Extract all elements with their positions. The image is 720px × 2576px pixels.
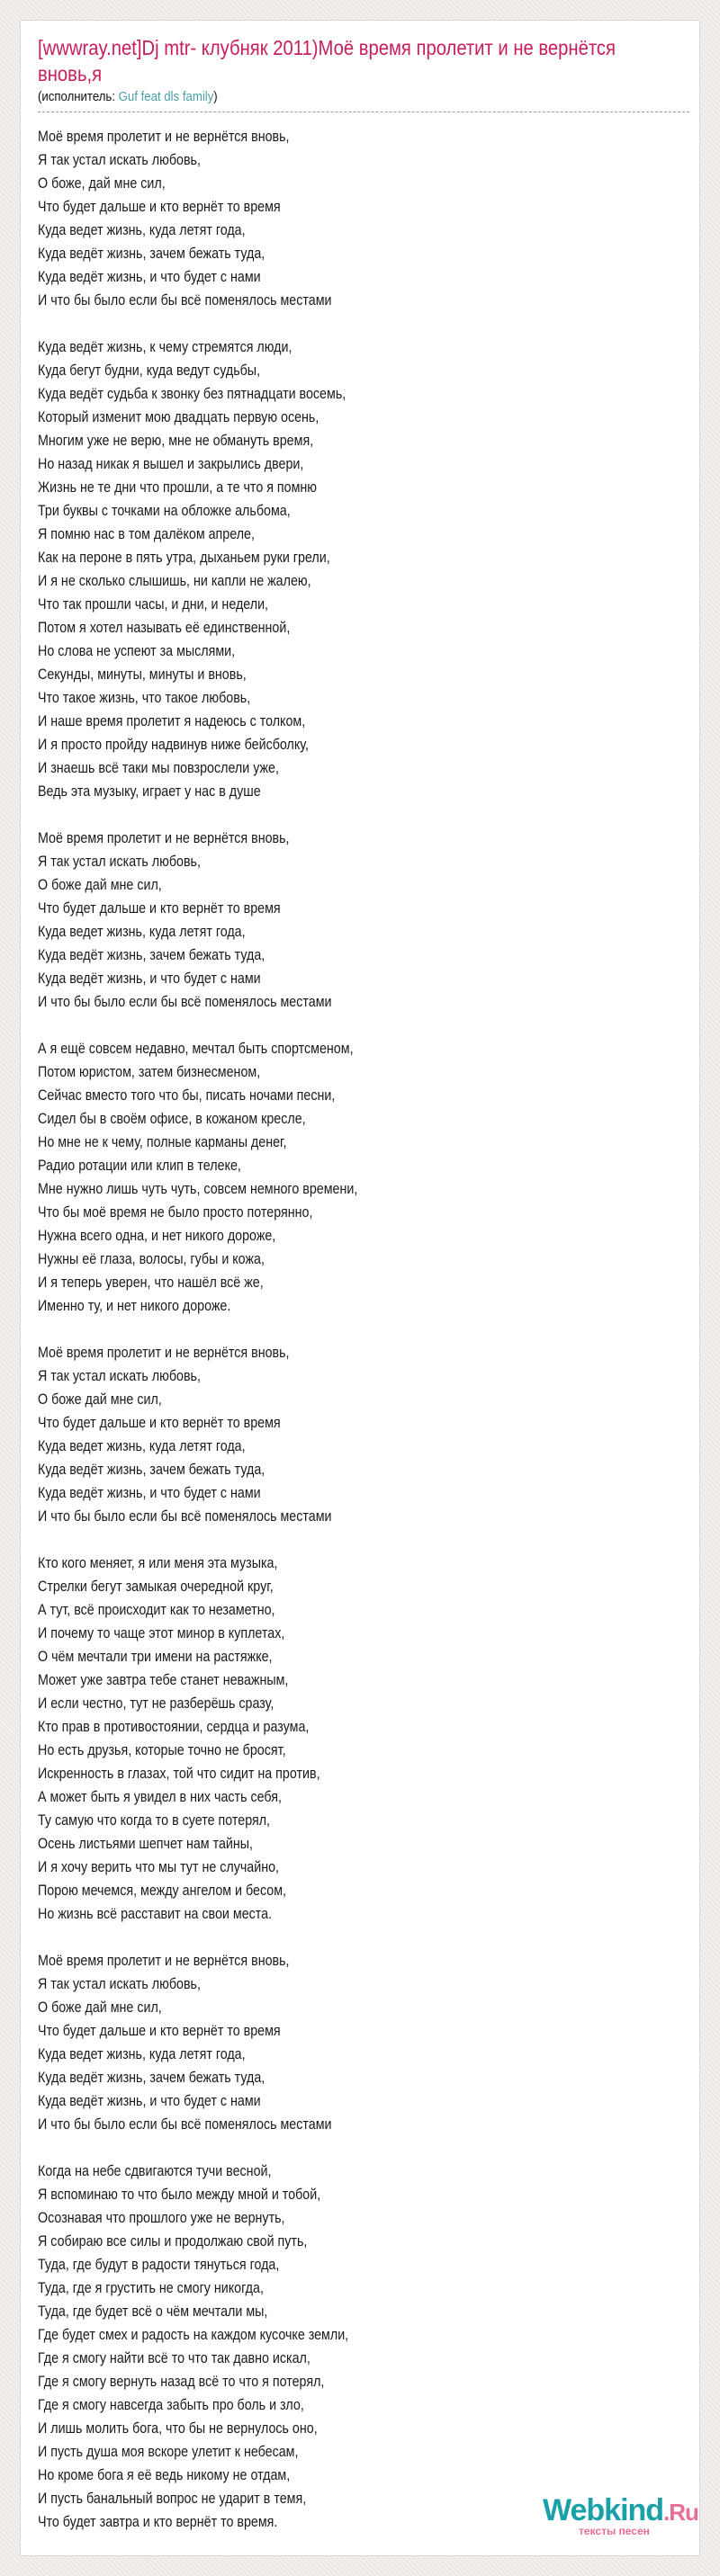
lyric-line: Туда, где будут в радости тянуться года,	[38, 2256, 280, 2273]
lyric-line: Что будет дальше и кто вернёт то время	[38, 1414, 281, 1431]
lyric-line: Куда ведет жизнь, куда летят года,	[38, 2045, 246, 2062]
lyric-line: Куда ведёт жизнь, к чему стремятся люди,	[38, 338, 292, 355]
lyrics-stanza	[38, 1037, 668, 1318]
lyric-line: И почему то чаще этот минор в куплетах,	[38, 1624, 285, 1641]
lyrics-stanza	[38, 1949, 668, 2136]
lyric-line: А тут, всё происходит как то незаметно,	[38, 1601, 275, 1618]
lyric-line: Порою мечемся, между ангелом и бесом,	[38, 1882, 286, 1899]
lyric-line: Я вспоминаю то что было между мной и тобой,	[38, 2186, 321, 2203]
lyric-line: Что будет дальше и кто вернёт то время	[38, 899, 281, 917]
lyric-line: Но кроме бога я её ведь никому не отдам,	[38, 2466, 291, 2483]
lyric-line: И пусть душа моя вскоре улетит к небесам,	[38, 2443, 299, 2460]
lyric-line: Осознавая что прошлого уже не вернуть,	[38, 2209, 285, 2226]
lyric-line: Мне нужно лишь чуть чуть, совсем немного времени,	[38, 1180, 358, 1197]
lyric-line: Что такое жизнь, что такое любовь,	[38, 689, 251, 706]
lyric-line: Ведь эта музыку, играет у нас в душе	[38, 783, 261, 800]
lyric-line: Куда ведёт жизнь, зачем бежать туда,	[38, 245, 266, 262]
lyric-line: Три буквы с точками на обложке альбома,	[38, 502, 291, 519]
lyric-line: И я просто пройду надвинув ниже бейсболку,	[38, 736, 309, 753]
lyric-line: Я так устал искать любовь,	[38, 151, 201, 168]
artist-link[interactable]: Guf feat dls family	[118, 89, 214, 104]
lyric-line: Куда ведёт жизнь, и что будет с нами	[38, 268, 261, 285]
lyric-line: Куда ведёт жизнь, зачем бежать туда,	[38, 2069, 266, 2086]
lyric-line: И пусть банальный вопрос не ударит в темя,	[38, 2490, 307, 2507]
lyrics-stanza	[38, 335, 668, 803]
lyric-line: Где будет смех и радость на каждом кусочке земли,	[38, 2326, 349, 2343]
lyric-line: Потом я хотел называть её единственной,	[38, 619, 291, 636]
lyric-line: И я хочу верить что мы тут не случайно,	[38, 1858, 280, 1875]
lyric-line: Когда на небе сдвигаются тучи весной,	[38, 2162, 272, 2179]
lyric-line: Где я смогу вернуть назад всё то что я потерял,	[38, 2373, 325, 2390]
lyric-line: Я так устал искать любовь,	[38, 1367, 201, 1384]
lyric-line: Жизнь не те дни что прошли, а те что я помню	[38, 479, 318, 496]
lyric-line: Куда ведёт жизнь, и что будет с нами	[38, 1484, 261, 1501]
lyric-line: О чём мечтали три имени на растяжке,	[38, 1648, 273, 1665]
lyric-line: Нужны её глаза, волосы, губы и кожа,	[38, 1250, 265, 1267]
lyric-line: Стрелки бегут замыкая очередной круг,	[38, 1578, 274, 1595]
lyric-line: О боже дай мне сил,	[38, 1999, 162, 2016]
lyric-line: Я помню нас в том далёком апреле,	[38, 525, 255, 542]
lyric-line: Куда ведёт жизнь, зачем бежать туда,	[38, 946, 266, 963]
lyric-line: Куда ведет жизнь, куда летят года,	[38, 923, 246, 940]
lyric-line: Радио ротации или клип в телеке,	[38, 1157, 241, 1174]
artist-prefix: (исполнитель:	[38, 89, 119, 104]
lyric-line: Может уже завтра тебе станет неважным,	[38, 1671, 289, 1688]
lyric-line: Туда, где будет всё о чём мечтали мы,	[38, 2303, 268, 2320]
lyric-line: Как на пероне в пять утра, дыханьем руки грели,	[38, 549, 330, 566]
lyric-line: Секунды, минуты, минуты и вновь,	[38, 666, 247, 683]
lyric-line: Куда ведёт жизнь, и что будет с нами	[38, 2092, 261, 2109]
lyric-line: Многим уже не верю, мне не обмануть время,	[38, 432, 314, 449]
logo-tld: .Ru	[663, 2499, 698, 2526]
lyric-line: Который изменит мою двадцать первую осень,	[38, 408, 320, 425]
artist-line	[38, 89, 607, 105]
lyric-line: Потом юристом, затем бизнесменом,	[38, 1063, 261, 1080]
lyric-line: Я так устал искать любовь,	[38, 1975, 201, 1992]
lyric-line: Кто кого меняет, я или меня эта музыка,	[38, 1554, 278, 1571]
lyric-line: Я так устал искать любовь,	[38, 853, 201, 870]
song-header	[38, 35, 684, 105]
lyric-line: И знаешь всё таки мы повзрослели уже,	[38, 759, 279, 776]
lyrics-stanza	[38, 827, 668, 1014]
lyric-line: И я не сколько слышишь, ни капли не жалею,	[38, 572, 311, 589]
lyric-line: Что будет дальше и кто вернёт то время	[38, 198, 281, 215]
lyric-line: О боже дай мне сил,	[38, 1391, 162, 1408]
lyric-line: Искренность в глазах, той что сидит на против,	[38, 1765, 320, 1782]
lyric-line: О боже дай мне сил,	[38, 876, 162, 893]
lyric-line: И наше время пролетит я надеюсь с толком,	[38, 712, 306, 729]
lyric-line: Куда ведет жизнь, куда летят года,	[38, 221, 246, 238]
lyric-line: Осень листьями шепчет нам тайны,	[38, 1835, 253, 1852]
lyric-line: Моё время пролетит и не вернётся вновь,	[38, 829, 290, 846]
logo-name: Webkind	[543, 2493, 664, 2527]
lyric-line: Моё время пролетит и не вернётся вновь,	[38, 128, 290, 145]
lyric-line: Что будет завтра и кто вернёт то время.	[38, 2513, 278, 2530]
lyric-line: И лишь молить бога, что бы не вернулось оно,	[38, 2419, 318, 2437]
lyrics-stanza	[38, 125, 668, 312]
lyric-line: Что будет дальше и кто вернёт то время	[38, 2022, 281, 2039]
lyric-line: Но назад никак я вышел и закрылись двери,	[38, 455, 304, 472]
lyric-line: Ту самую что когда то в суете потерял,	[38, 1811, 271, 1829]
lyric-line: Куда ведет жизнь, куда летят года,	[38, 1437, 246, 1454]
lyric-line: И что бы было если бы всё поменялось местами	[38, 291, 332, 309]
lyric-line: Но мне не к чему, полные карманы денег,	[38, 1133, 287, 1150]
lyric-line: Где я смогу найти всё то что так давно искал,	[38, 2349, 310, 2366]
lyric-line: Куда бегут будни, куда ведут судьбы,	[38, 362, 261, 379]
lyric-line: Где я смогу навсегда забыть про боль и зло,	[38, 2396, 304, 2413]
lyric-line: Туда, где я грустить не смогу никогда,	[38, 2279, 264, 2296]
lyric-line: И что бы было если бы всё поменялось местами	[38, 1507, 332, 1525]
lyrics-stanza	[38, 1341, 668, 1528]
lyric-line: Куда ведёт судьба к звонку без пятнадцати восемь,	[38, 385, 346, 402]
lyric-line: А я ещё совсем недавно, мечтал быть спортсменом,	[38, 1040, 354, 1057]
lyric-line: Нужна всего одна, и нет никого дороже,	[38, 1227, 276, 1244]
lyric-line: Я собираю все силы и продолжаю свой путь,	[38, 2232, 308, 2250]
lyric-line: Куда ведёт жизнь, и что будет с нами	[38, 970, 261, 987]
lyrics-body	[38, 125, 668, 2557]
lyric-line: Моё время пролетит и не вернётся вновь,	[38, 1952, 290, 1969]
lyric-line: Сидел бы в своём офисе, в кожаном кресле,	[38, 1110, 306, 1127]
logo-tagline: тексты песен	[579, 2525, 650, 2537]
lyric-line: О боже, дай мне сил,	[38, 174, 166, 192]
lyric-line: И что бы было если бы всё поменялось местами	[38, 2115, 332, 2133]
lyric-line: Что так прошли часы, и дни, и недели,	[38, 595, 269, 613]
lyric-line: И что бы было если бы всё поменялось местами	[38, 993, 332, 1010]
lyric-line: Сейчас вместо того что бы, писать ночами песни,	[38, 1087, 336, 1104]
lyric-line: Но жизнь всё расставит на свои места.	[38, 1905, 273, 1922]
lyrics-stanza	[38, 1552, 668, 1926]
lyric-line: И я теперь уверен, что нашёл всё же,	[38, 1274, 264, 1291]
lyric-line: Что бы моё время не было просто потерянно,	[38, 1203, 313, 1221]
song-title: [wwwray.net]Dj mtr- клубняк 2011)Моё время пролетит и не вернётся вновь,я	[38, 36, 616, 85]
artist-suffix: )	[213, 89, 218, 104]
lyric-line: И если честно, тут не разберёшь сразу,	[38, 1695, 274, 1712]
lyrics-card	[20, 20, 700, 2556]
lyric-line: Но слова не успеют за мыслями,	[38, 642, 236, 659]
lyric-line: Именно ту, и нет никого дороже.	[38, 1297, 231, 1314]
lyric-line: Куда ведёт жизнь, зачем бежать туда,	[38, 1461, 266, 1478]
lyric-line: А может быть я увидел в них часть себя,	[38, 1788, 283, 1805]
lyrics-stanza	[38, 2160, 668, 2534]
webkind-logo[interactable]	[543, 2492, 696, 2548]
lyric-line: Моё время пролетит и не вернётся вновь,	[38, 1344, 290, 1361]
lyric-line: Но есть друзья, которые точно не бросят,	[38, 1741, 286, 1758]
lyric-line: Кто прав в противостоянии, сердца и разума,	[38, 1718, 310, 1735]
